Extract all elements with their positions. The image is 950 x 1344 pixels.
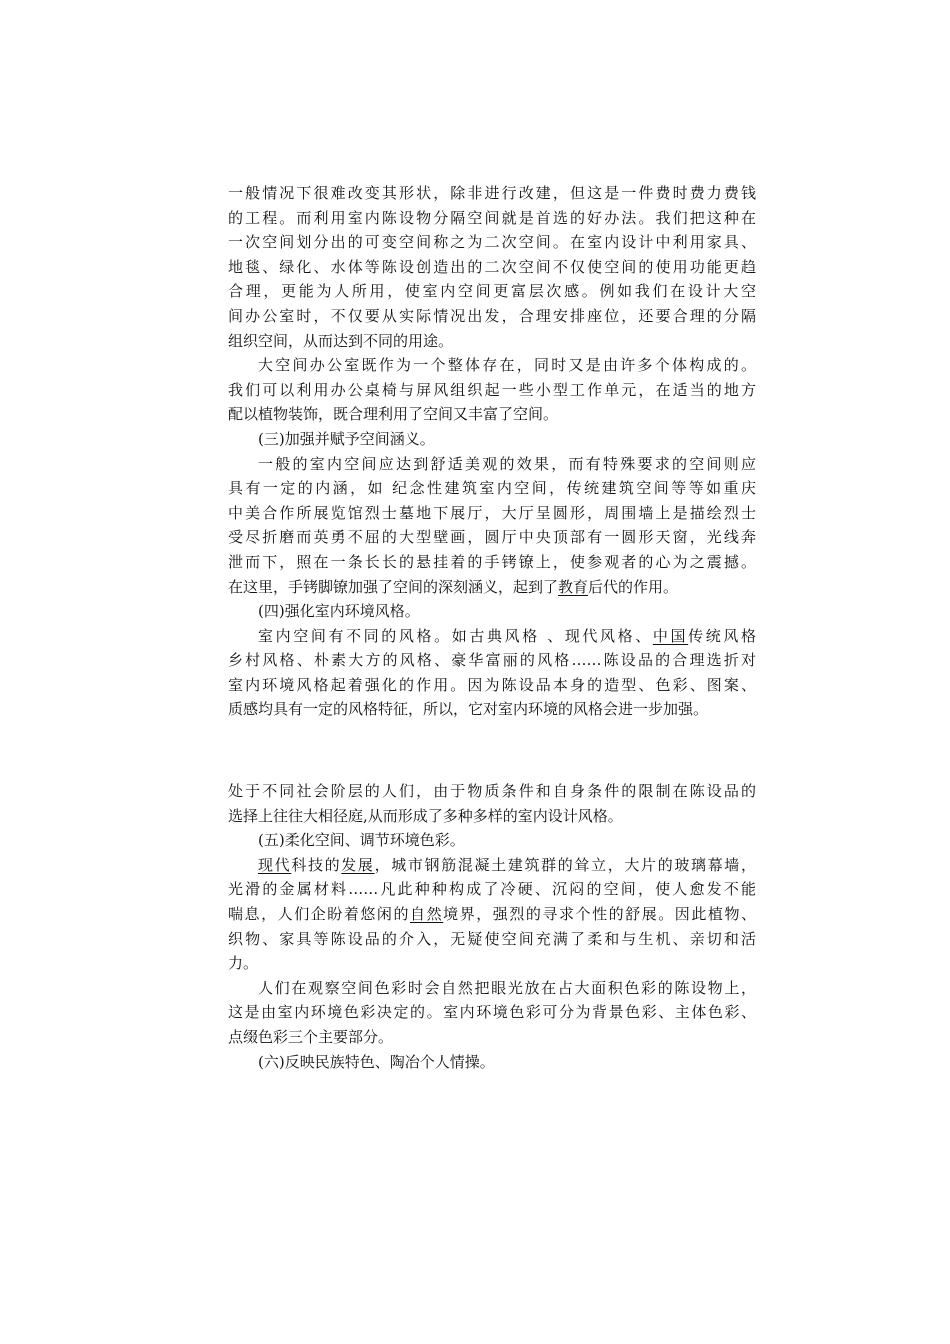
section-heading: (六)反映民族特色、陶冶个人情操。 [258,1052,495,1071]
paragraph-line: 选择上往往大相径庭,从而形成了多种多样的室内设计风格。 [228,806,623,825]
paragraph-line: 大空间办公室既作为一个整体存在，同时又是由许多个体构成的。 [258,356,756,375]
text-block-bottom [228,779,756,1074]
text-run: 在这里，手铐脚镣加强了空间的深刻涵义，起到了 [228,577,559,596]
paragraph-line [228,902,756,927]
link-education[interactable]: 教育 [558,577,589,596]
paragraph-line: 受尽折磨而英勇不屈的大型壁画，圆厅中央顶部有一圆形天窗，光线奔 [228,528,756,547]
paragraph-line: 光滑的金属材料……凡此种种构成了冷硬、沉闷的空间，使人愈发不能 [228,880,756,899]
paragraph-line: 室内环境风格起着强化的作用。因为陈设品本身的造型、色彩、图案、 [228,675,756,694]
text-run: 科技的 [291,855,342,874]
text-block-top [228,181,756,722]
link-china[interactable]: 中国 [652,626,689,645]
paragraph-line: 处于不同社会阶层的人们，由于物质条件和自身条件的限制在陈设品的 [228,782,756,800]
paragraph-line: 织物、家具等陈设品的介入，无疑使空间充满了柔和与生机、亲切和活 [228,929,756,948]
paragraph-line: 力。 [228,954,259,973]
paragraph-line: 组织空间，从而达到不同的用途。 [228,331,454,350]
paragraph-line: 配以植物装饰，既合理利用了空间又丰富了空间。 [228,405,559,424]
paragraph-line: 人们在观察空间色彩时会自然把眼光放在占大面积色彩的陈设物上， [258,978,756,997]
link-development[interactable]: 发展 [341,855,375,874]
paragraph-line [228,853,756,878]
paragraph-line: 一般的室内空间应达到舒适美观的效果，而有特殊要求的空间则应 [258,454,756,473]
paragraph-line: 这是由室内环境色彩决定的。室内环境色彩可分为背景色彩、主体色彩、 [228,1003,756,1022]
paragraph-line: 中美合作所展览馆烈士墓地下展厅，大厅呈圆形，周围墙上是描绘烈士 [228,503,756,522]
paragraph-line: 泄而下，照在一条长长的悬挂着的手铐镣上，使参观者的心为之震撼。 [228,552,756,571]
paragraph-line: 地毯、绿化、水体等陈设创造出的二次空间不仅使空间的使用功能更趋 [228,257,756,276]
text-run: 境界，强烈的寻求个性的舒展。因此植物、 [443,904,756,923]
paragraph-line: 点缀色彩三个主要部分。 [228,1027,394,1046]
paragraph-line: 一次空间划分出的可变空间称之为二次空间。在室内设计中利用家具、 [228,233,756,252]
link-modern[interactable]: 现代 [258,855,292,874]
section-heading: (三)加强并赋予空间涵义。 [258,429,435,448]
paragraph-line: 间办公室时，不仅要从实际情况出发，合理安排座位，还要合理的分隔 [228,306,756,325]
section-heading: (四)强化室内环境风格。 [258,602,420,621]
paragraph-line: 合理，更能为人所用，使室内空间更富层次感。例如我们在设计大空 [228,282,756,301]
text-run: 室内空间有不同的风格。如古典风格 、现代风格、 [258,626,653,645]
paragraph-line: 质感均具有一定的风格特征，所以，它对室内环境的风格会进一步加强。 [228,700,709,719]
text-run: 后代的作用。 [588,577,679,596]
paragraph-line: 一般情况下很难改变其形状，除非进行改建，但这是一件费时费力费钱 [228,184,756,202]
paragraph-line: 乡村风格、朴素大方的风格、豪华富丽的风格……陈设品的合理选折对 [228,651,756,670]
text-run: ，城市钢筋混凝土建筑群的耸立，大片的玻璃幕墙， [374,855,756,874]
link-nature[interactable]: 自然 [410,904,444,923]
section-heading: (五)柔化空间、调节环境色彩。 [258,831,465,850]
paragraph-line: 具有一定的内涵，如 纪念性建筑室内空间，传统建筑空间等等如重庆 [228,479,756,498]
text-run: 喘息，人们企盼着悠闲的 [228,904,411,923]
paragraph-line [228,624,756,649]
paragraph-line: 的工程。而利用室内陈设物分隔空间就是首选的好办法。我们把这种在 [228,208,756,227]
paragraph-line: 我们可以利用办公桌椅与屏风组织起一些小型工作单元，在适当的地方 [228,380,756,399]
text-run: 传统风格 [688,626,756,645]
paragraph-line [228,575,756,600]
